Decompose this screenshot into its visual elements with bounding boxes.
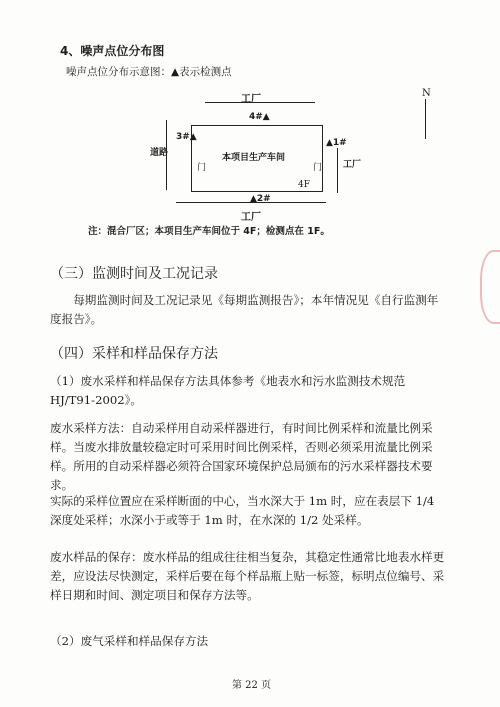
north-arrow-icon [425, 99, 426, 139]
label-factory-top: 工厂 [241, 94, 261, 105]
door-right: 门 [313, 163, 323, 173]
north-label: N [422, 88, 431, 99]
section-heading: 4、噪声点位分布图 [60, 44, 165, 58]
factory-top-line [205, 102, 315, 103]
section-4-para-5: （2）废气采样和样品保存方法 [50, 634, 209, 648]
point-1: ▲1# [326, 138, 347, 148]
factory-right-line [337, 148, 338, 193]
section-4-para-2: 废水采样方法：自动采样用自动采样器进行，有时间比例采样和流量比例采样。当废水排放量较稳定时可采用时间比例采样，否则必须采用流量比例采样。所用的自动采样器必须符合国家环境保护总局颁布的污水采样器技术要求。 [50, 421, 433, 492]
seal-stamp [480, 250, 500, 324]
factory-bottom-line [176, 202, 326, 203]
section-4-title: （四）采样和样品保存方法 [50, 346, 218, 362]
building-label: 本项目生产车间 [222, 153, 286, 163]
label-road: 道路 [150, 148, 169, 158]
page-number: 第 22 页 [232, 680, 272, 691]
section-4-para-1: （1）废水采样和样品保存方法具体参考《地表水和污水监测技术规范 HJ/T91-2002》。 [50, 374, 406, 407]
door-left: 门 [197, 163, 207, 173]
point-3: 3#▲ [176, 132, 197, 142]
diagram-note: 注：混合厂区；本项目生产车间位于 4F；检测点在 1F。 [88, 226, 330, 237]
section-3-paragraph: 每期监测时间及工况记录见《每期监测报告》；本年情况见《自行监测年度报告》。 [50, 293, 439, 326]
diagram-caption: 噪声点位分布示意图：▲表示检测点 [66, 66, 232, 78]
section-3-title: （三）监测时间及工况记录 [50, 266, 218, 282]
point-4: 4#▲ [249, 112, 270, 122]
label-factory-bottom: 工厂 [241, 212, 261, 223]
point-2: ▲2# [250, 194, 271, 204]
section-4-para-3: 实际的采样位置应在采样断面的中心，当水深大于 1m 时，应在表层下 1/4 深度处采样；水深小于或等于 1m 时，在水深的 1/2 处采样。 [50, 494, 435, 527]
floor-label: 4F [298, 180, 310, 190]
section-4-para-4: 废水样品的保存：废水样品的组成往往相当复杂，其稳定性通常比地表水样更差，应设法尽快测定，采样后要在每个样品瓶上贴一标签，标明点位编号、采样日期和时间、测定项目和保存方法等。 [50, 550, 445, 602]
label-factory-right: 工厂 [343, 160, 362, 170]
